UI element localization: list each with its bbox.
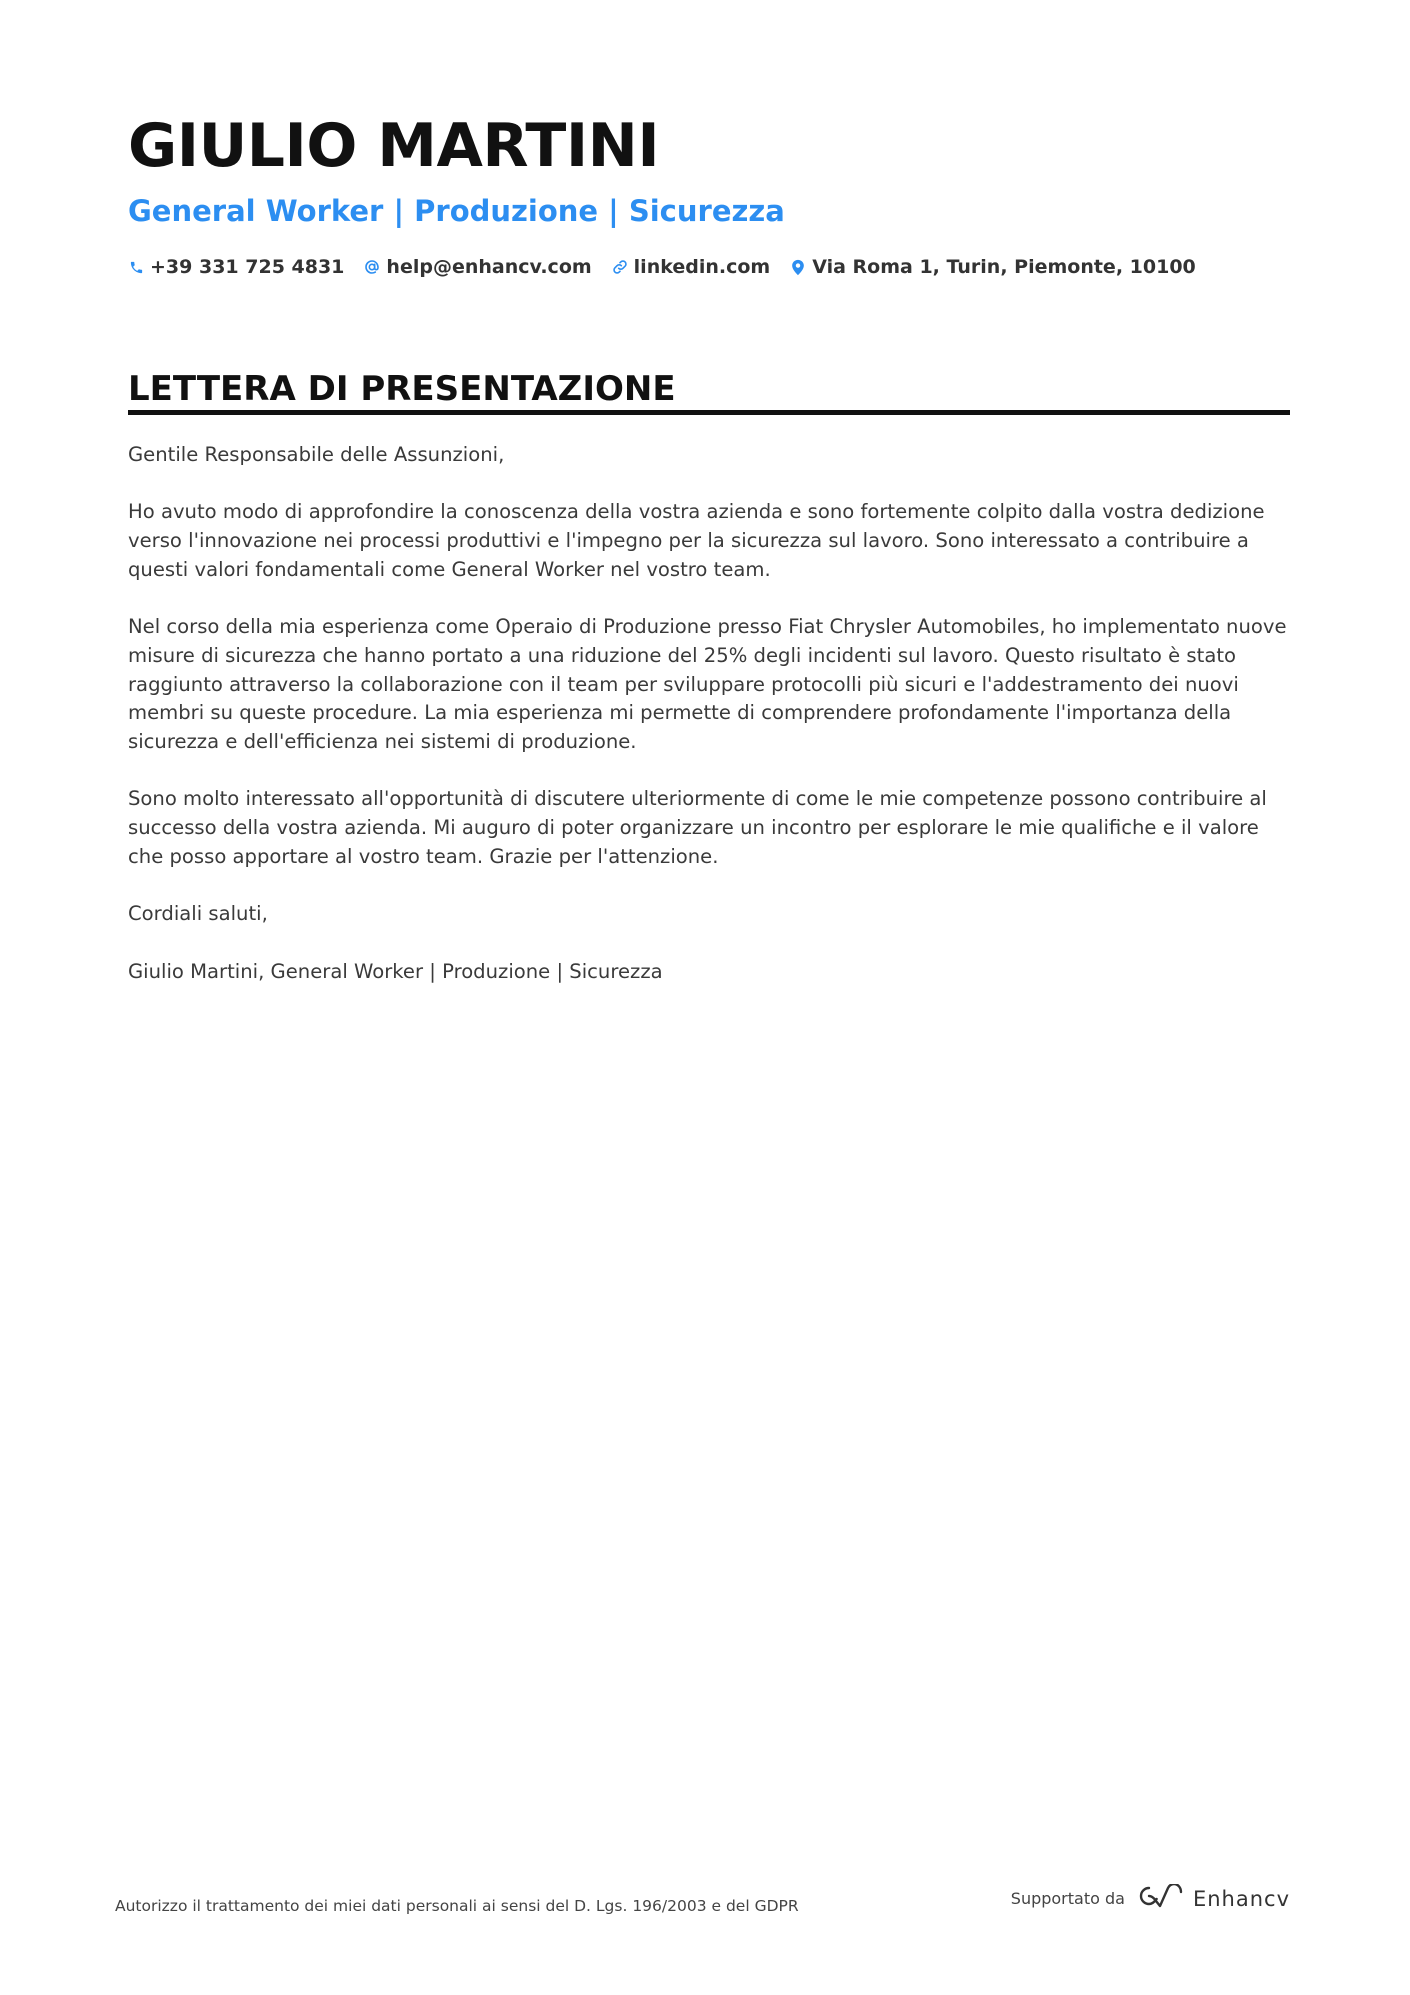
powered-by-label: Supportato da bbox=[1010, 1888, 1125, 1908]
letter-greeting: Gentile Responsabile delle Assunzioni, bbox=[128, 443, 505, 466]
contact-address bbox=[790, 253, 1196, 281]
section-title: LETTERA DI PRESENTAZIONE bbox=[128, 369, 676, 409]
contact-linkedin[interactable] bbox=[612, 253, 771, 281]
letter-paragraph-3: Sono molto interessato all'opportunità di discutere ulteriormente di come le mie competenze possono contribuire al successo della vostra azienda. Mi auguro di poter organizzare un incontro per esplorare le mie qualifiche e il valore che posso apportare al vostro team. Grazie per l'attenzione. bbox=[128, 787, 1267, 868]
contact-email-text[interactable]: help@enhancv.com bbox=[386, 256, 592, 278]
at-icon bbox=[364, 258, 380, 276]
location-pin-icon bbox=[790, 258, 806, 276]
enhancv-logo-text: Enhancv bbox=[1192, 1886, 1290, 1911]
candidate-name: GIULIO MARTINI bbox=[128, 111, 660, 181]
enhancv-logo[interactable] bbox=[1137, 1884, 1290, 1913]
contact-address-text: Via Roma 1, Turin, Piemonte, 10100 bbox=[812, 256, 1196, 278]
letter-closing: Cordiali saluti, bbox=[128, 902, 268, 926]
phone-icon bbox=[128, 258, 144, 276]
privacy-consent: Autorizzo il trattamento dei miei dati personali ai sensi del D. Lgs. 196/2003 e del GDPR bbox=[115, 1897, 799, 1915]
powered-by[interactable] bbox=[1011, 1884, 1290, 1913]
contact-phone bbox=[128, 253, 344, 281]
contact-email[interactable] bbox=[364, 253, 591, 281]
letter-signature: Giulio Martini, General Worker | Produzione | Sicurezza bbox=[128, 959, 663, 983]
link-icon bbox=[612, 258, 628, 276]
enhancv-logo-icon bbox=[1137, 1884, 1183, 1913]
contact-linkedin-text[interactable]: linkedin.com bbox=[633, 256, 771, 278]
letter-paragraph-2: Nel corso della mia esperienza come Operaio di Produzione presso Fiat Chrysler Automobiles, ho implementato nuove misure di sicurezza che hanno portato a una riduzione del 25% degli incidenti sul lavoro. Questo risultato è stato raggiunto attraverso la collaborazione con il team per sviluppare protocolli più sicuri e l'addestramento dei nuovi membri su queste procedure. La mia esperienza mi permette di comprendere profondamente l'importanza della sicurezza e dell'efficienza nei sistemi di produzione. bbox=[128, 615, 1287, 753]
letter-body bbox=[128, 441, 1290, 1015]
contact-phone-text: +39 331 725 4831 bbox=[150, 256, 345, 278]
contact-bar bbox=[128, 253, 1196, 281]
candidate-title: General Worker | Produzione | Sicurezza bbox=[128, 194, 785, 228]
letter-paragraph-1: Ho avuto modo di approfondire la conoscenza della vostra azienda e sono fortemente colpito dalla vostra dedizione verso l'innovazione nei processi produttivi e l'impegno per la sicurezza sul lavoro. Sono interessato a contribuire a questi valori fondamentali come General Worker nel vostro team. bbox=[128, 500, 1265, 581]
section-divider bbox=[128, 410, 1290, 415]
